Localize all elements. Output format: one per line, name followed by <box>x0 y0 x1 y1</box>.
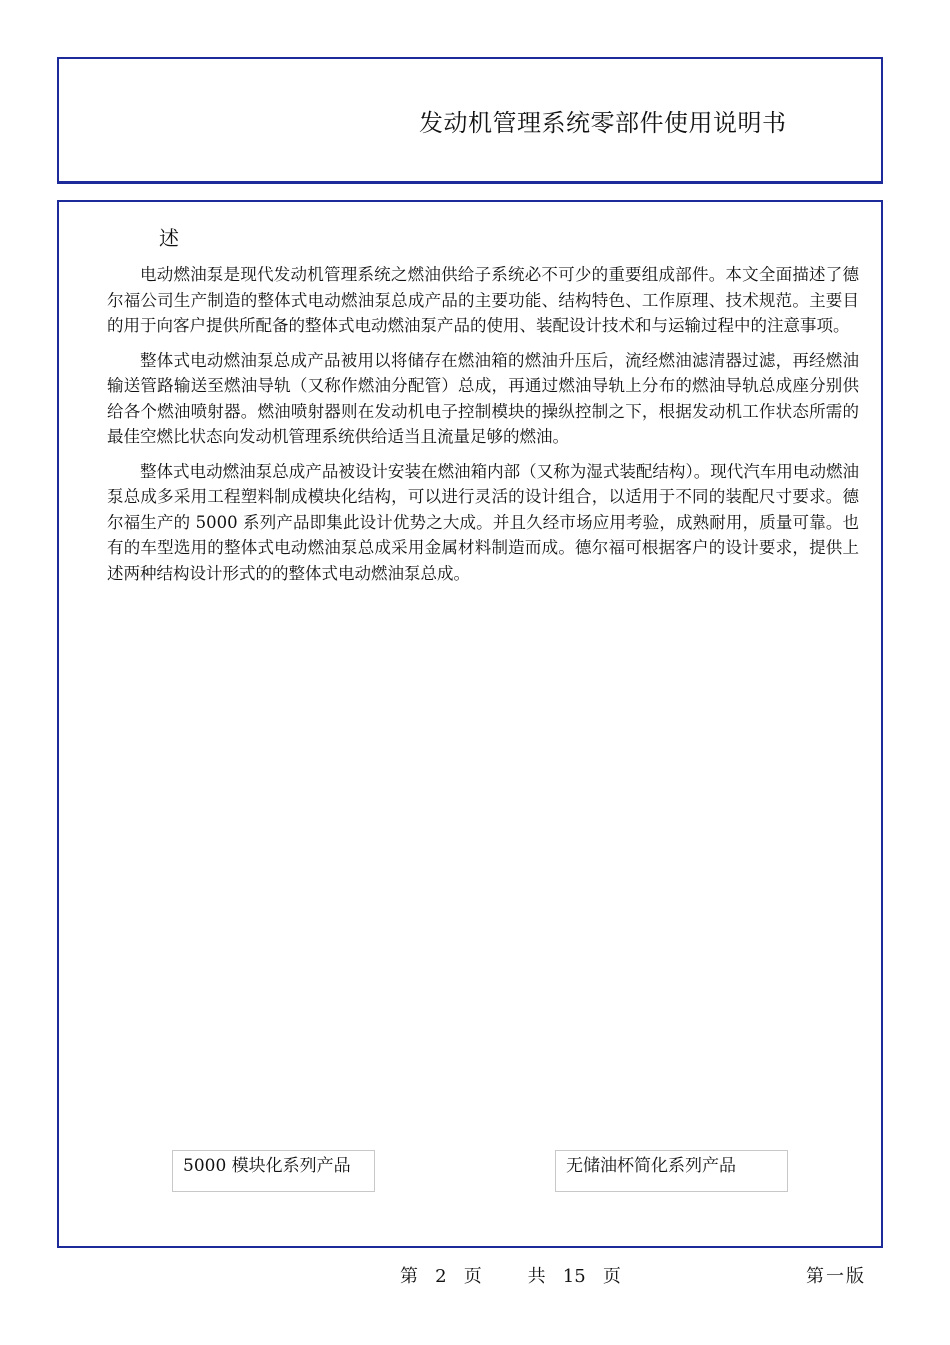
body-text <box>107 262 859 595</box>
header-frame <box>57 57 883 184</box>
total-prefix: 共 <box>527 1266 546 1287</box>
total-pages: 15 <box>562 1266 586 1287</box>
page-prefix: 第 <box>400 1266 418 1287</box>
document-title: 发动机管理系统零部件使用说明书 <box>419 109 787 137</box>
page-suffix: 页 <box>463 1266 482 1287</box>
section-heading: 述 <box>159 226 179 250</box>
page-indicator <box>400 1262 621 1288</box>
edition-label: 第一版 <box>806 1266 866 1287</box>
paragraph-3: 整体式电动燃油泵总成产品被设计安装在燃油箱内部（又称为湿式装配结构）。现代汽车用电动燃油泵总成多采用工程塑料制成模块化结构，可以进行灵活的设计组合，以适用于不同的装配尺寸要求。德尔福生产的 5000 系列产品即集此设计优势之大成。并且久经市场应用考验，成熟耐用，质量可靠。也有的车型选用的整体式电动燃油泵总成采用金属材料制造而成。德尔福可根据客户的设计要求，提供上述两种结构设计形式的的整体式电动燃油泵总成。 <box>107 461 859 583</box>
total-suffix: 页 <box>602 1266 621 1287</box>
figure-caption-5000-series: 5000 模块化系列产品 <box>172 1150 375 1192</box>
figure-caption-simplified-series: 无储油杯简化系列产品 <box>555 1150 788 1192</box>
paragraph-2: 整体式电动燃油泵总成产品被用以将储存在燃油箱的燃油升压后，流经燃油滤清器过滤，再经燃油输送管路输送至燃油导轨（又称作燃油分配管）总成，再通过燃油导轨上分布的燃油导轨总成座分别供给各个燃油喷射器。燃油喷射器则在发动机电子控制模块的操纵控制之下，根据发动机工作状态所需的最佳空燃比状态向发动机管理系统供给适当且流量足够的燃油。 <box>107 350 859 446</box>
page-number: 2 <box>435 1266 447 1287</box>
paragraph-1: 电动燃油泵是现代发动机管理系统之燃油供给子系统必不可少的重要组成部件。本文全面描述了德尔福公司生产制造的整体式电动燃油泵总成产品的主要功能、结构特色、工作原理、技术规范。主要目的用于向客户提供所配备的整体式电动燃油泵产品的使用、装配设计技术和与运输过程中的注意事项。 <box>107 265 859 335</box>
body-frame <box>57 200 883 1248</box>
